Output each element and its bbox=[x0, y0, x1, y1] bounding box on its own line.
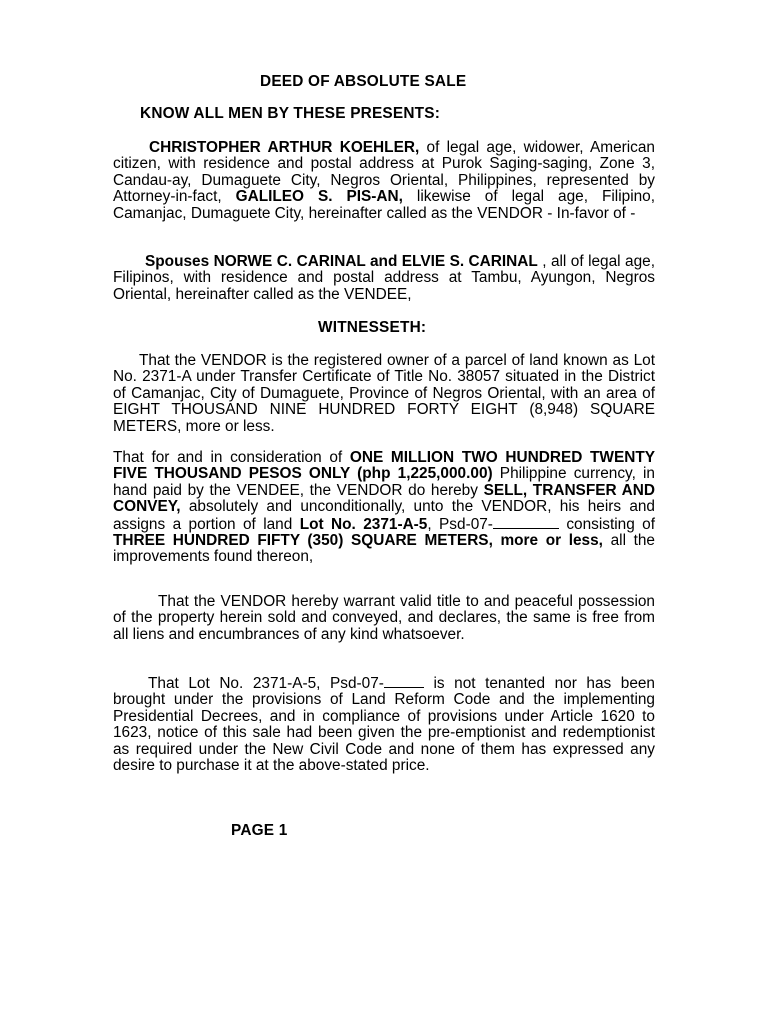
psd-label: , Psd-07- bbox=[427, 515, 493, 533]
salutation: KNOW ALL MEN BY THESE PRESENTS: bbox=[140, 105, 441, 122]
document-title: DEED OF ABSOLUTE SALE bbox=[260, 73, 467, 90]
vendee-paragraph bbox=[113, 254, 655, 303]
lot-number: Lot No. 2371-A-5 bbox=[299, 515, 428, 533]
tenancy-psd-blank bbox=[384, 675, 424, 688]
vendor-paragraph bbox=[113, 140, 655, 222]
consideration-text-3: absolutely and unconditionally, unto the VENDOR, his heirs and assigns a portion of land bbox=[113, 498, 655, 533]
vendor-details-cont: likewise of legal age, Filipino, Camanjac, Dumaguete City, hereinafter called as the VENDOR - In-favor of - bbox=[113, 188, 656, 222]
vendor-name: CHRISTOPHER ARTHUR KOEHLER, bbox=[149, 139, 420, 156]
page-label: PAGE 1 bbox=[231, 822, 288, 839]
witnesseth-heading: WITNESSETH: bbox=[318, 319, 427, 336]
attorney-name: GALILEO S. PIS-AN, bbox=[235, 188, 403, 206]
consideration-paragraph bbox=[113, 450, 655, 566]
consideration-text-6: all the improvements found thereon, bbox=[113, 532, 655, 566]
ownership-paragraph: That the VENDOR is the registered owner of a parcel of land known as Lot No. 2371-A under Transfer Certificate of Title No. 38057 situated in the District of Camanjac, City of Dumaguete, Province of Negros Oriental, with an area of EIGHT THOUSAND NINE HUNDRED FORTY EIGHT (8,948) SQUARE METERS, more or less. bbox=[113, 352, 655, 435]
consideration-text-1: That for and in consideration of bbox=[113, 449, 350, 466]
vendee-details: , all of legal age, Filipinos, with residence and postal address at Tambu, Ayungon, Negros Oriental, hereinafter called as the VENDEE, bbox=[113, 253, 655, 303]
vendee-names: NORWE C. CARINAL and ELVIE S. CARINAL bbox=[213, 253, 538, 270]
tenancy-text-1: That Lot No. 2371-A-5, Psd-07- bbox=[148, 675, 384, 692]
vendor-details: of legal age, widower, American citizen, with residence and postal address at Purok Saging-saging, Zone 3, Candau-ay, Dumaguete City, Negros Oriental, Philippines, represented by Attorney-in-fact, bbox=[113, 139, 655, 206]
tenancy-text-2: is not tenanted nor has been brought under the provisions of Land Reform Code and the implementing Presidential Decrees, and in compliance of provisions under Article 1620 to 1623, notice of this sale had been given the pre-emptionist and redemptionist as required under the New Civil Code and none of them has expressed any desire to purchase it at the above-stated price. bbox=[113, 675, 655, 775]
warranty-paragraph: That the VENDOR hereby warrant valid title to and peaceful possession of the property herein sold and conveyed, and declares, the same is free from all liens and encumbrances of any kind whatsoever. bbox=[113, 593, 655, 643]
consideration-text-2: Philippine currency, in hand paid by the VENDEE, the VENDOR do hereby bbox=[113, 465, 655, 499]
vendee-prefix: Spouses bbox=[145, 253, 214, 270]
consideration-text-5: consisting of bbox=[558, 515, 655, 533]
tenancy-paragraph bbox=[113, 675, 655, 774]
portion-area: THREE HUNDRED FIFTY (350) SQUARE METERS, more or less, bbox=[113, 532, 603, 550]
sale-action: SELL, TRANSFER AND CONVEY, bbox=[113, 481, 655, 516]
psd-blank bbox=[493, 516, 559, 529]
amount-in-words: ONE MILLION TWO HUNDRED TWENTY FIVE THOUSAND PESOS ONLY (php 1,225,000.00) bbox=[113, 449, 655, 483]
